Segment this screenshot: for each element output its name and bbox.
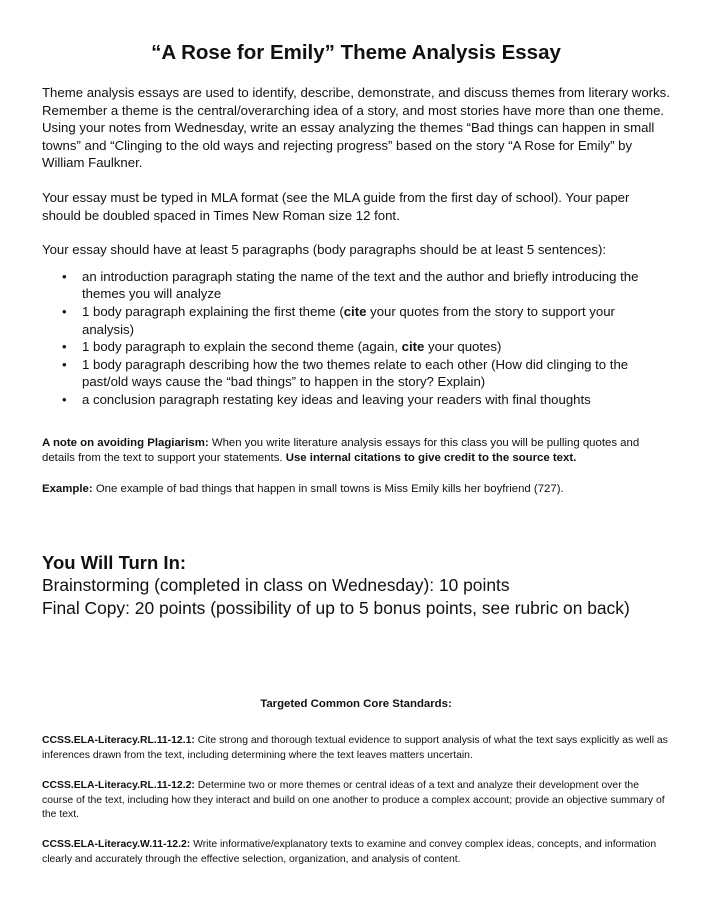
list-item [62,356,670,391]
list-item-text: 1 body paragraph to explain the second theme (again, [82,339,402,355]
turn-in-section [42,552,670,619]
list-item [62,391,670,409]
turn-in-brainstorming: Brainstorming (completed in class on Wednesday): 10 points [42,575,510,596]
standard-item [42,779,670,822]
plagiarism-emphasis: Use internal citations to give credit to the source text. [285,452,577,465]
bullet-icon: • [62,391,67,407]
format-paragraph: Your essay must be typed in MLA format (see the MLA guide from the first day of school). Your paper should be doubled spaced in Times New Roman size 12 font. [42,189,630,223]
example-label: Example: [42,482,93,495]
plagiarism-note [42,436,670,467]
standard-text: Cite strong and thorough textual evidence to support analysis of what the text says explicitly as well as inferences drawn from the text, including determining where the text leaves matters uncertain. [42,735,668,761]
list-item-emphasis: cite [343,303,367,319]
paragraphs-requirement: Your essay should have at least 5 paragraphs (body paragraphs should be at least 5 sentences): [42,242,607,258]
list-item [62,338,670,356]
plagiarism-label: A note on avoiding Plagiarism: [42,436,209,449]
intro-paragraph: Theme analysis essays are used to identify, describe, demonstrate, and discuss themes from literary works. Remember a theme is the central/overarching idea of a story, and most stories have more than one theme. Using your notes from Wednesday, write an essay analyzing the themes “Bad things can happen in small towns” and “Clinging to the old ways and rejecting progress” based on the story “A Rose for Emily” by William Faulkner. [42,85,670,171]
standard-item [42,838,670,867]
list-item-emphasis: cite [401,339,425,355]
list-item-text: 1 body paragraph describing how the two themes relate to each other (How did clinging to the past/old ways cause the “bad things” to happen in the story? Explain) [82,356,629,390]
standard-text: Write informative/explanatory texts to examine and convey complex ideas, concepts, and information clearly and accurately through the effective selection, organization, and analysis of content. [42,839,657,865]
turn-in-heading: You Will Turn In: [42,552,187,574]
turn-in-final-copy: Final Copy: 20 points (possibility of up to 5 bonus points, see rubric on back) [42,597,630,618]
list-item-text: an introduction paragraph stating the name of the text and the author and briefly introducing the themes you will analyze [82,268,639,302]
standard-item [42,734,670,763]
list-item-text: your quotes) [424,339,502,355]
list-item [62,268,670,303]
standard-code: CCSS.ELA-Literacy.W.11-12.2: [42,839,191,851]
bullet-icon: • [62,268,67,284]
bullet-icon: • [62,339,67,355]
list-item-text: 1 body paragraph explaining the first theme ( [82,303,344,319]
list-item [62,303,670,338]
requirements-list [42,268,670,409]
standard-code: CCSS.ELA-Literacy.RL.11-12.1: [42,735,195,747]
example-text: One example of bad things that happen in small towns is Miss Emily kills her boyfriend (727). [92,482,564,495]
list-item-text: a conclusion paragraph restating key ideas and leaving your readers with final thoughts [82,391,591,407]
example-note [42,482,670,498]
list-item-text: your quotes from the story to support your analysis) [82,303,615,337]
bullet-icon: • [62,356,67,372]
document-title: “A Rose for Emily” Theme Analysis Essay [151,41,561,64]
standard-text: Determine two or more themes or central ideas of a text and analyze their development over the course of the text, including how they interact and build on one another to produce a complex account; provide an objective summary of the text. [42,780,665,820]
plagiarism-text: When you write literature analysis essays for this class you will be pulling quotes and details from the text to support your statements. [42,436,640,465]
standard-code: CCSS.ELA-Literacy.RL.11-12.2: [42,780,195,792]
standards-heading: Targeted Common Core Standards: [260,698,452,711]
bullet-icon: • [62,303,67,319]
